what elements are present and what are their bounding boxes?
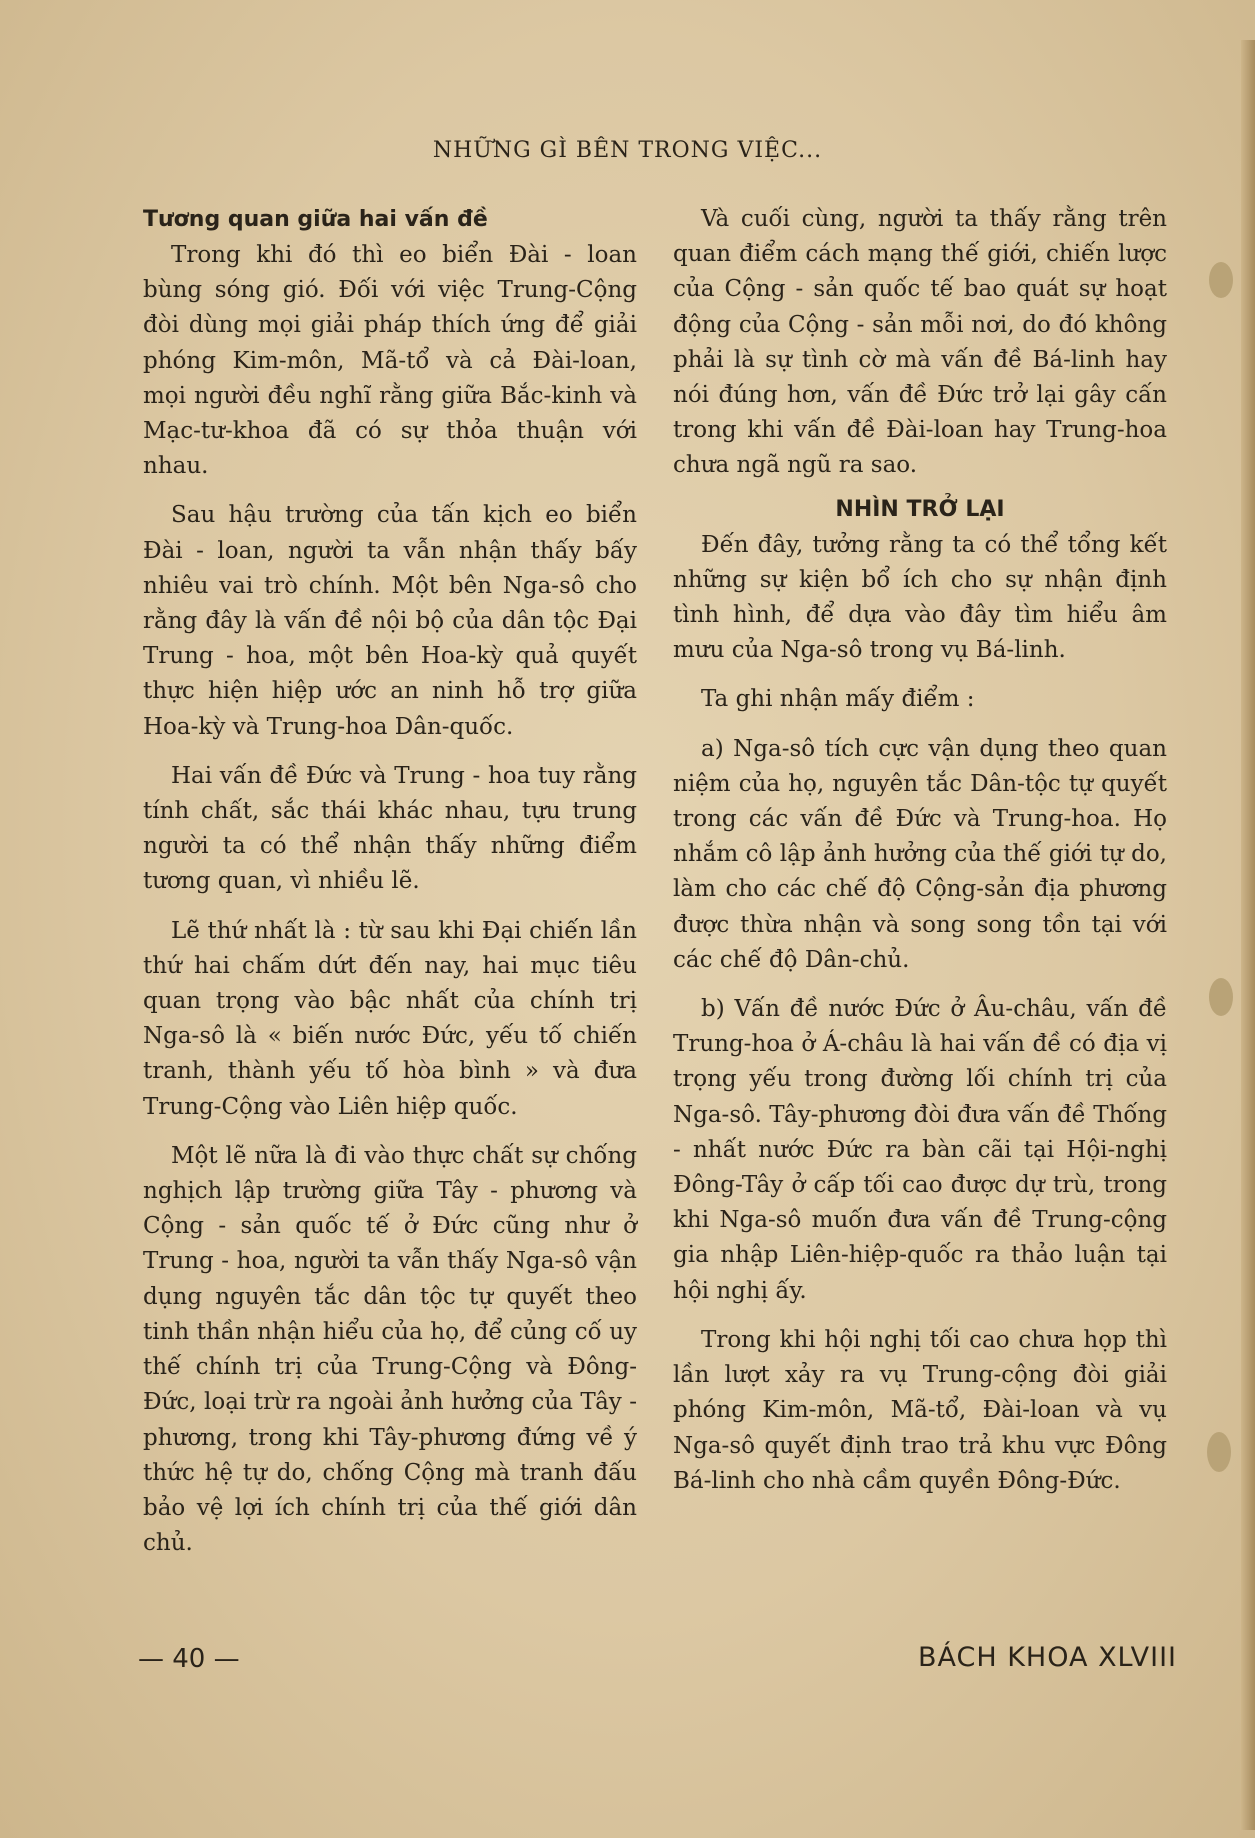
journal-name: BÁCH KHOA XLVIII: [917, 1642, 1177, 1673]
paragraph: Đến đây, tưởng rằng ta có thể tổng kết những sự kiện bổ ích cho sự nhận định tình hình, để dựa vào đây tìm hiểu âm mưu của Nga-sô trong vụ Bá-linh.: [673, 531, 1167, 664]
section-title: Tương quan giữa hai vấn đề: [143, 207, 488, 232]
paragraph: Một lẽ nữa là đi vào thực chất sự chống nghịch lập trường giữa Tây - phương và Cộng - sản quốc tế ở Đức cũng như ở Trung - hoa, người ta vẫn thấy Nga-sô vận dụng nguyên tắc dân tộc tự quyết theo tinh thần nhận hiểu của họ, để củng cố uy thế chính trị của Trung-Cộng và Đông-Đức, loại trừ ra ngoài ảnh hưởng của Tây - phương, trong khi Tây-phương đứng về ý thức hệ tự do, chống Cộng mà tranh đấu bảo vệ lợi ích chính trị của thế giới dân chủ.: [143, 1142, 637, 1557]
paragraph: Trong khi hội nghị tối cao chưa họp thì lần lượt xảy ra vụ Trung-cộng đòi giải phóng Kim-môn, Mã-tổ, Đài-loan và vụ Nga-sô quyết định trao trả khu vực Đông Bá-linh cho nhà cầm quyền Đông-Đức.: [673, 1326, 1167, 1494]
paragraph: Ta ghi nhận mấy điểm :: [701, 686, 975, 713]
paragraph: Hai vấn đề Đức và Trung - hoa tuy rằng tính chất, sắc thái khác nhau, tựu trung người ta có thể nhận thấy những điểm tương quan, vì nhiều lẽ.: [143, 762, 637, 895]
page-edge-shadow: [1241, 40, 1255, 1830]
running-head: NHỮNG GÌ BÊN TRONG VIỆC...: [432, 138, 823, 163]
page-number: — 40 —: [138, 1644, 240, 1674]
paragraph: Và cuối cùng, người ta thấy rằng trên quan điểm cách mạng thế giới, chiến lược của Cộng - sản quốc tế bao quát sự hoạt động của Cộng - sản mỗi nơi, do đó không phải là sự tình cờ mà vấn đề Bá-linh hay nói đúng hơn, vấn đề Đức trở lại gây cấn trong khi vấn đề Đài-loan hay Trung-hoa chưa ngã ngũ ra sao.: [673, 206, 1167, 479]
binding-hole: [1209, 262, 1233, 298]
right-column: [673, 202, 1167, 1499]
paragraph: Sau hậu trường của tấn kịch eo biển Đài - loan, người ta vẫn nhận thấy bấy nhiêu vai trò chính. Một bên Nga-sô cho rằng đây là vấn đề nội bộ của dân tộc Đại Trung - hoa, một bên Hoa-kỳ quả quyết thực hiện hiệp ước an ninh hỗ trợ giữa Hoa-kỳ và Trung-hoa Dân-quốc.: [143, 502, 637, 740]
paragraph: Trong khi đó thì eo biển Đài - loan bùng sóng gió. Đối với việc Trung-Cộng đòi dùng mọi giải pháp thích ứng để giải phóng Kim-môn, Mã-tổ và cả Đài-loan, mọi người đều nghĩ rằng giữa Bắc-kinh và Mạc-tư-khoa đã có sự thỏa thuận với nhau.: [143, 242, 637, 480]
paragraph: b) Vấn đề nước Đức ở Âu-châu, vấn đề Trung-hoa ở Á-châu là hai vấn đề có địa vị trọng yếu trong đường lối chính trị của Nga-sô. Tây-phương đòi đưa vấn đề Thống - nhất nước Đức ra bàn cãi tại Hội-nghị Đông-Tây ở cấp tối cao được dự trù, trong khi Nga-sô muốn đưa vấn đề Trung-cộng gia nhập Liên-hiệp-quốc ra thảo luận tại hội nghị ấy.: [673, 996, 1167, 1304]
binding-hole: [1207, 1432, 1231, 1472]
paragraph: Lẽ thứ nhất là : từ sau khi Đại chiến lần thứ hai chấm dứt đến nay, hai mục tiêu quan trọng vào bậc nhất của chính trị Nga-sô là « biến nước Đức, yếu tố chiến tranh, thành yếu tố hòa bình » và đưa Trung-Cộng vào Liên hiệp quốc.: [143, 917, 637, 1120]
section-title: NHÌN TRỞ LẠI: [835, 496, 1005, 522]
paragraph: a) Nga-sô tích cực vận dụng theo quan niệm của họ, nguyên tắc Dân-tộc tự quyết trong các vấn đề Đức và Trung-hoa. Họ nhắm cô lập ảnh hưởng của thế giới tự do, làm cho các chế độ Cộng-sản địa phương được thừa nhận và song song tồn tại với các chế độ Dân-chủ.: [673, 735, 1167, 973]
binding-hole: [1209, 978, 1233, 1016]
left-column: [143, 202, 637, 1561]
